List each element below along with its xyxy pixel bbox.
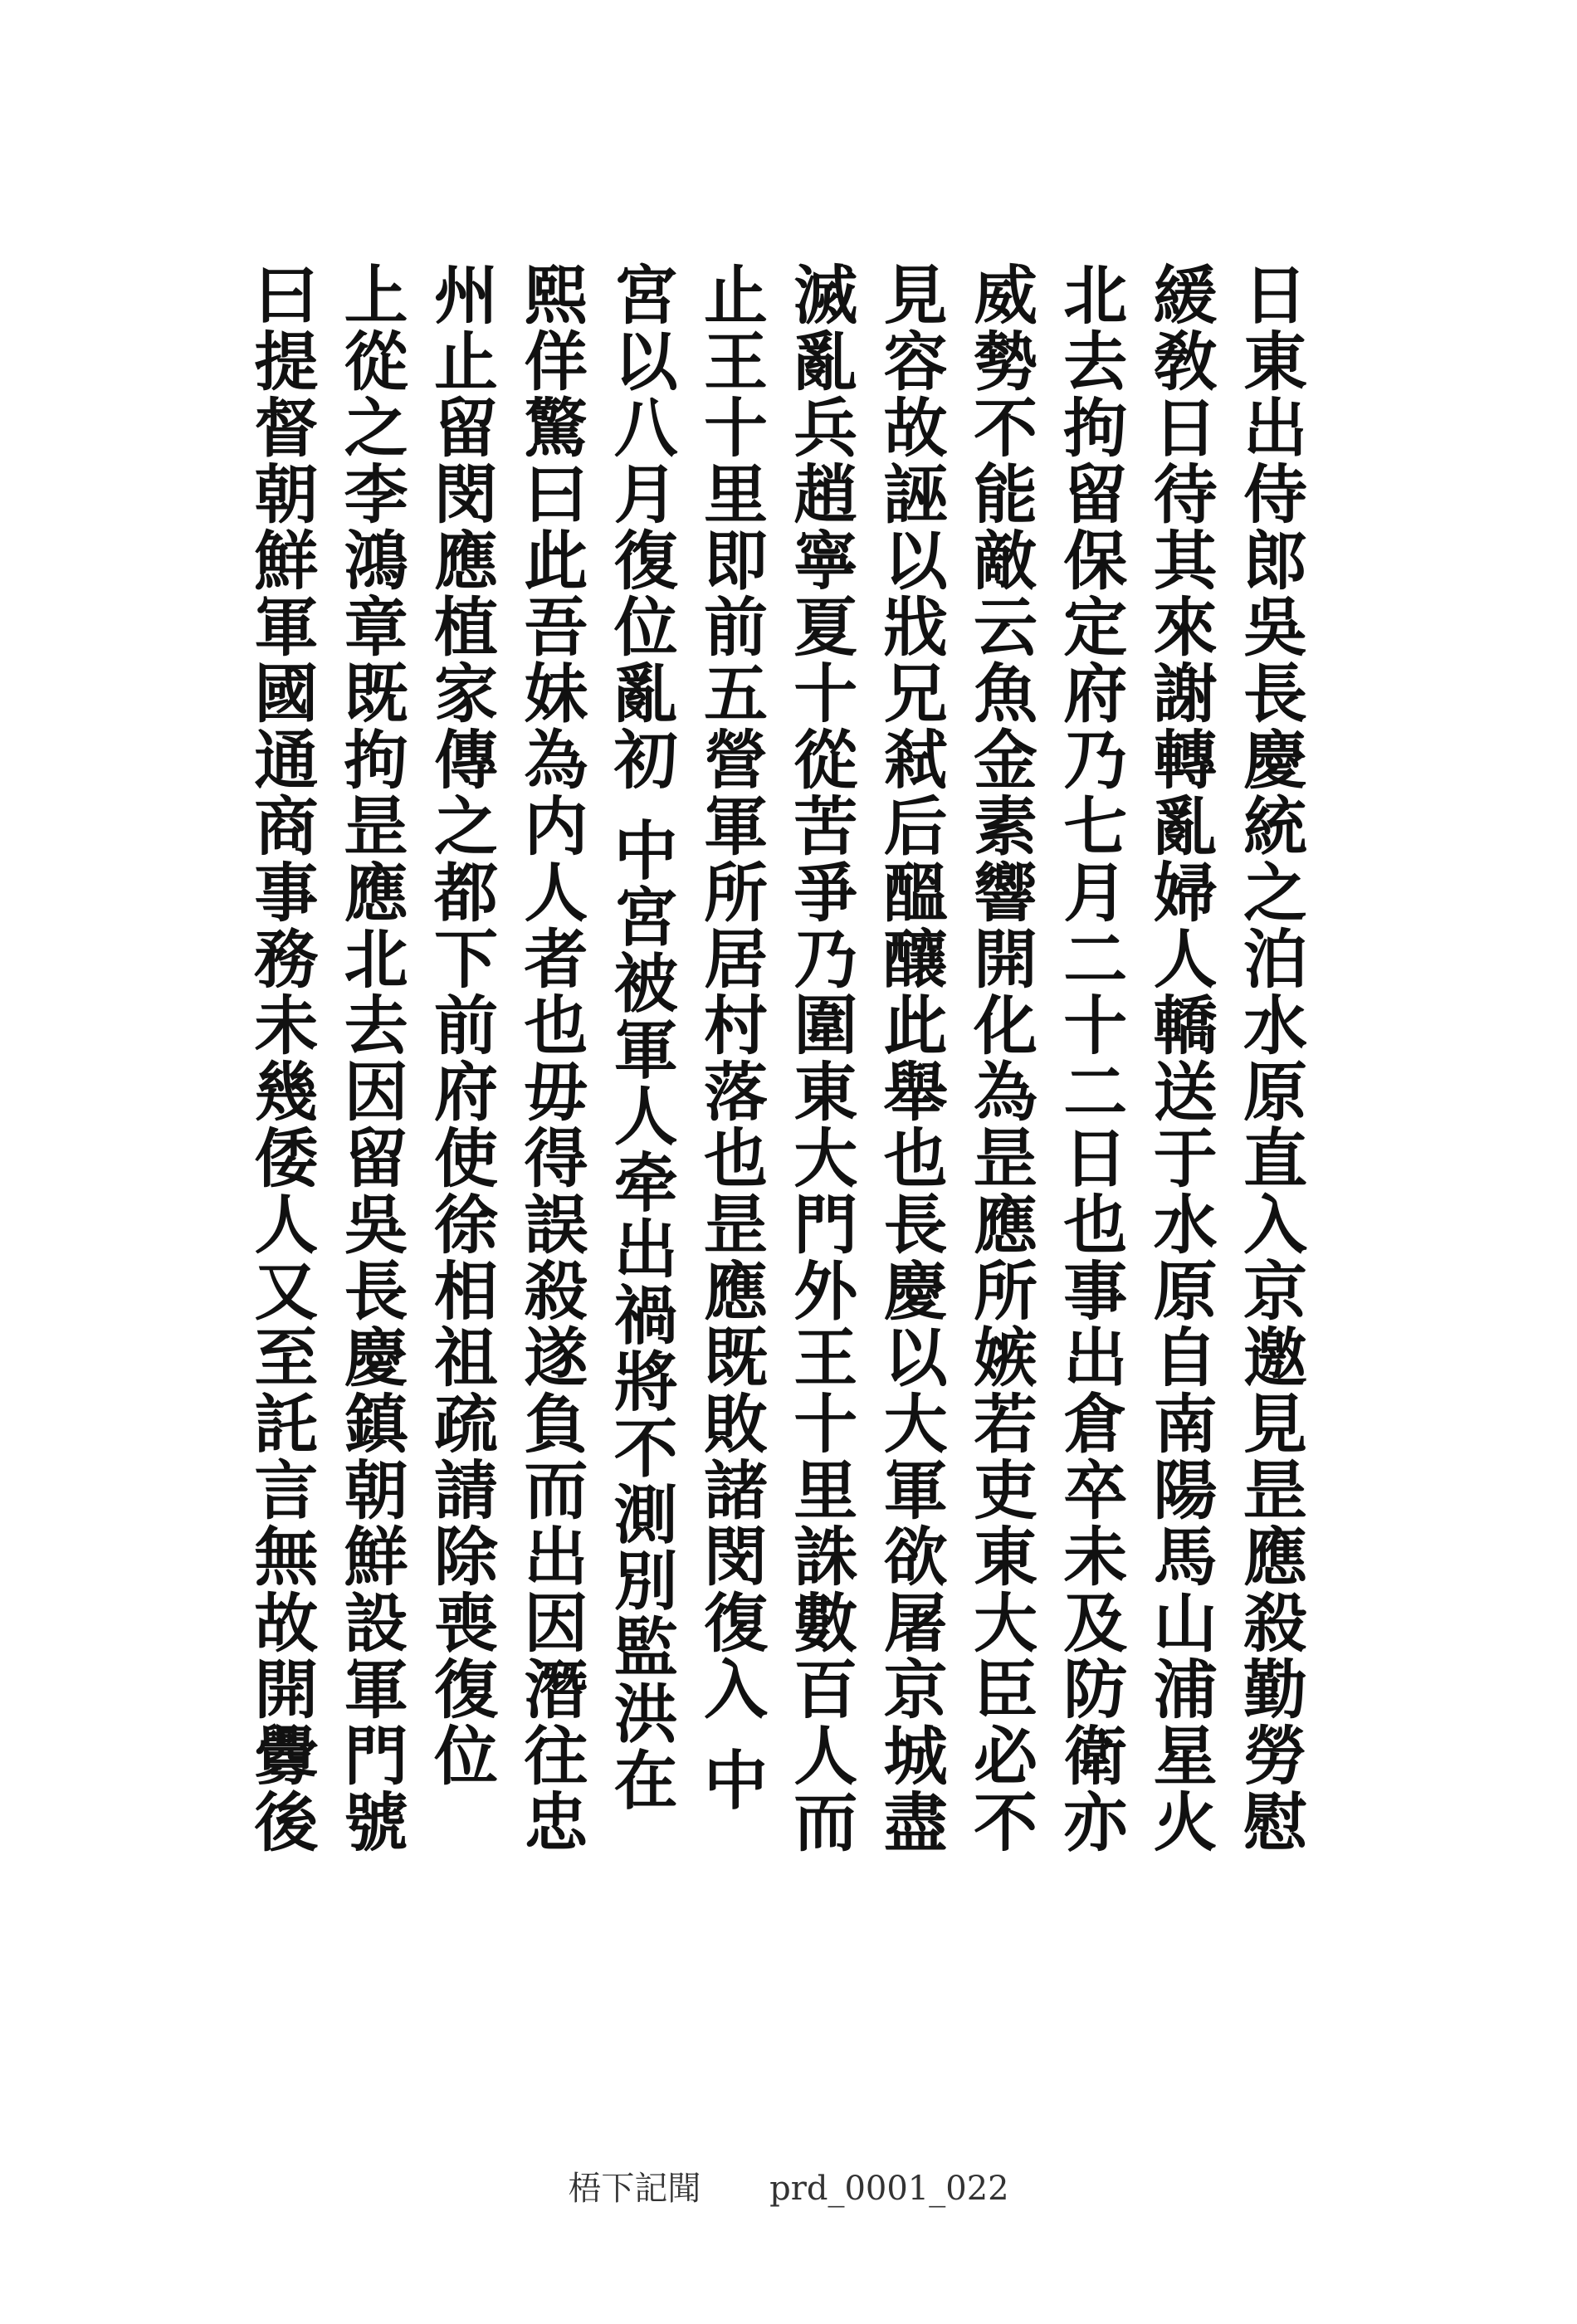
text-column: 緩敎日待其來謝轉亂婦人轎送于水原自南陽馬山浦星火 — [1142, 261, 1218, 1855]
text-column: 威勢不能敵云魚金素響開化為昰應所嫉若吏東大臣必不 — [962, 261, 1038, 1855]
text-column: 北去拘留保定府乃七月二十二日也事出倉卒未及防衛亦 — [1052, 261, 1128, 1855]
text-column: 州止留閔應植家傳之都下前府使徐相祖疏請除喪復位 — [422, 261, 498, 1789]
book-title: 梧下記聞 — [568, 2170, 701, 2208]
manuscript-text — [237, 261, 1316, 1880]
text-column: 宮以八月復位亂初 中宮被軍人牵出禍將不測別監洪在 — [603, 261, 678, 1814]
text-column: 滅亂兵趙寧夏十從苦爭乃圍東大門外王十里誅數百人而 — [783, 261, 858, 1855]
text-column: 曰提督朝鮮軍國通商事務未幾倭人又至託言無故開釁後 — [243, 261, 319, 1855]
text-column: 止王十里即前五營軍所居村落也昰應既敗諸閔復入 中 — [692, 261, 768, 1814]
text-column: 日東出侍郎吳長慶統之泊水原直入京邀見昰應殺勤勞慰 — [1232, 261, 1307, 1855]
page-id: prd_0001_022 — [769, 2170, 1009, 2208]
page-footer — [0, 2162, 1577, 2209]
text-column: 見容故誣以戕兄弒后醞釀此舉也長慶以大軍欲屠京城盡 — [872, 261, 948, 1855]
text-column: 上從之李鴻章既拘昰應北去因留吳長慶鎮朝鮮設軍門號 — [333, 261, 408, 1855]
text-column: 熙佯驚曰此吾妹為内人者也毋得誤殺遂負而出因潛往忠 — [513, 261, 588, 1855]
